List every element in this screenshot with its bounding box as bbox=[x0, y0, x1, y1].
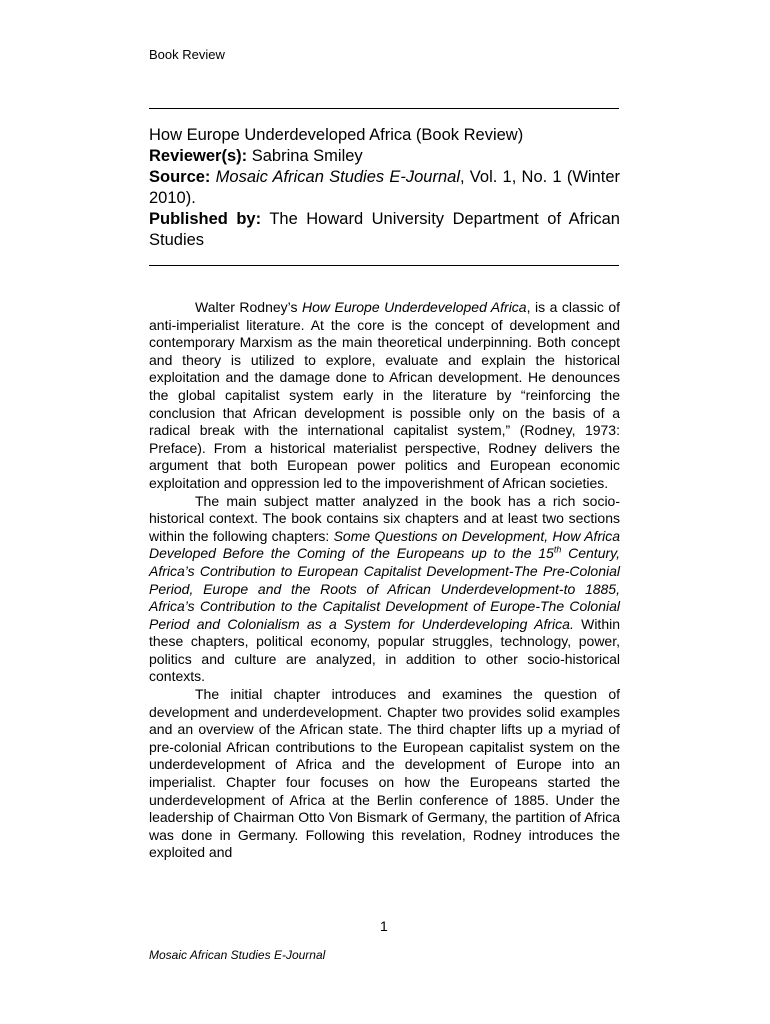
p2-chapters-b: Century, Africa’s Contribution to European Capitalist Development-The Pre-Colonial Period, Europe and the Roots of African Underdevelopment-to 1885, Africa’s Contribution to the Capitalist Development of Europe-The Colonial Period and Colonialism as a System for Underdeveloping Africa. bbox=[149, 545, 620, 632]
source-journal: Mosaic African Studies E-Journal bbox=[215, 168, 460, 186]
p1-text-c: , is a classic of anti-imperialist literature. At the core is the concept of development and contemporary Marxism as the main theoretical underpinning. Both concept and theory is utilized to explore, evaluate and explain the historical exploitation and the damage done to African development. He denounces the global capitalist system early in the literature by “reinforcing the conclusion that African development is possible only on the basis of a radical break with the international capitalist system,” (Rodney, 1973: Preface). From a historical materialist perspective, Rodney delivers the argument that both European power politics and European economic exploitation and oppression led to the impoverishment of African societies. bbox=[149, 299, 620, 491]
source-label: Source: bbox=[149, 168, 211, 186]
bottom-divider bbox=[149, 265, 619, 266]
top-divider bbox=[149, 108, 619, 109]
review-body bbox=[149, 299, 620, 862]
publisher-line bbox=[149, 209, 620, 251]
published-label: Published by: bbox=[149, 210, 262, 228]
p2-text-d: Within these chapters, political economy, popular struggles, technology, power, politics and culture are analyzed, in addition to other socio-historical contexts. bbox=[149, 615, 620, 685]
reviewer-line bbox=[149, 146, 620, 167]
paragraph-2 bbox=[149, 493, 620, 687]
p1-book-title: How Europe Underdeveloped Africa bbox=[302, 299, 527, 315]
reviewer-label: Reviewer(s): bbox=[149, 147, 248, 165]
running-footer: Mosaic African Studies E-Journal bbox=[149, 948, 326, 962]
reviewer-name: Sabrina Smiley bbox=[251, 147, 363, 165]
page-number: 1 bbox=[380, 918, 388, 934]
article-metadata bbox=[149, 125, 620, 251]
publisher-name: The Howard University Department of African Studies bbox=[149, 210, 620, 249]
running-header: Book Review bbox=[149, 47, 225, 62]
p1-text-a: Walter Rodney’s bbox=[195, 299, 302, 315]
p2-chapters-a: Some Questions on Development, How Africa Developed Before the Coming of the Europeans up to the 15 bbox=[149, 527, 621, 562]
article-title: How Europe Underdeveloped Africa (Book Review) bbox=[149, 126, 524, 144]
paragraph-3: The initial chapter introduces and examines the question of development and underdevelopment. Chapter two provides solid examples and an overview of the African state. The third chapter lifts up a myriad of pre-colonial African contributions to the European capitalist system on the underdevelopment of Africa and the development of Europe into an imperialist. Chapter four focuses on how the Europeans started the underdevelopment of Africa at the Berlin conference of 1885. Under the leadership of Chairman Otto Von Bismark of Germany, the partition of Africa was done in Germany. Following this revelation, Rodney introduces the exploited and bbox=[149, 686, 620, 861]
p2-text-a: The main subject matter analyzed in the book has a rich socio-historical context. The book contains six chapters and at least two sections within the following chapters: bbox=[149, 492, 620, 544]
source-details: , Vol. 1, No. 1 (Winter 2010). bbox=[149, 168, 620, 207]
source-line bbox=[149, 167, 620, 209]
paragraph-1 bbox=[149, 299, 620, 493]
p2-superscript: th bbox=[553, 544, 562, 555]
